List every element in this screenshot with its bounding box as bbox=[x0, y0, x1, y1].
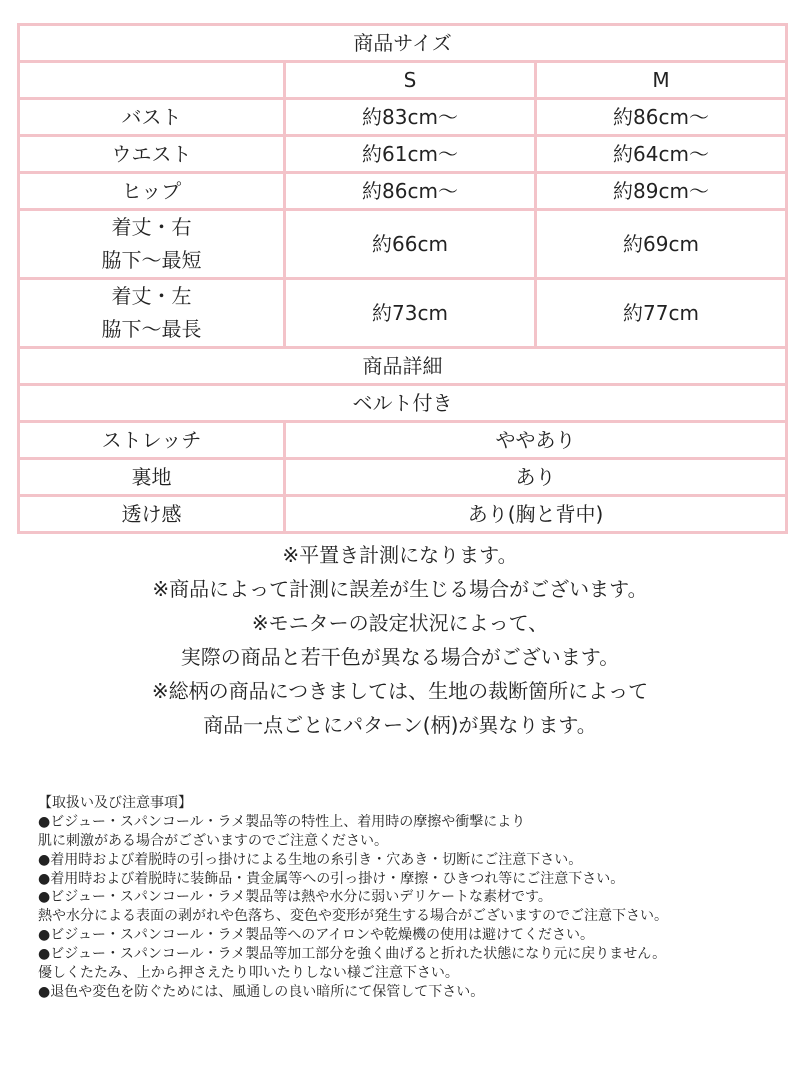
detail-value-stretch: ややあり bbox=[285, 422, 787, 459]
details-note: ベルト付き bbox=[19, 385, 787, 422]
column-header-m: M bbox=[536, 62, 787, 99]
size-table-title: 商品サイズ bbox=[19, 25, 787, 62]
note-line: 商品一点ごとにパターン(柄)が異なります。 bbox=[203, 713, 597, 737]
care-line: 肌に刺激がある場合がございますのでご注意ください。 bbox=[38, 832, 388, 849]
note-line: ※平置き計測になります。 bbox=[282, 543, 518, 567]
cell-waist-s: 約61cm〜 bbox=[285, 136, 536, 173]
row-label-line: 着丈・右 bbox=[111, 215, 192, 239]
measurement-notes bbox=[0, 538, 800, 742]
table-row bbox=[19, 173, 787, 210]
cell-length-left-s: 約73cm bbox=[285, 279, 536, 348]
row-label-length-left bbox=[19, 279, 285, 348]
row-label-line: 着丈・左 bbox=[111, 284, 192, 308]
details-title: 商品詳細 bbox=[19, 348, 787, 385]
table-row bbox=[19, 496, 787, 533]
care-line: 優しくたたみ、上から押さえたり叩いたりしない様ご注意下さい。 bbox=[38, 965, 459, 982]
column-header-label bbox=[19, 62, 285, 99]
detail-label-stretch: ストレッチ bbox=[19, 422, 285, 459]
detail-label-lining: 裏地 bbox=[19, 459, 285, 496]
row-label-bust: バスト bbox=[19, 99, 285, 136]
table-row bbox=[19, 348, 787, 385]
cell-length-right-m: 約69cm bbox=[536, 210, 787, 279]
cell-bust-m: 約86cm〜 bbox=[536, 99, 787, 136]
care-line: 熱や水分による表面の剥がれや色落ち、変色や変形が発生する場合がございますのでご注意下さい。 bbox=[38, 908, 668, 925]
row-label-hip: ヒップ bbox=[19, 173, 285, 210]
table-row bbox=[19, 62, 787, 99]
table-row bbox=[19, 279, 787, 348]
row-label-line: 脇下〜最長 bbox=[101, 317, 202, 341]
cell-bust-s: 約83cm〜 bbox=[285, 99, 536, 136]
row-label-line: 脇下〜最短 bbox=[101, 248, 202, 272]
cell-hip-s: 約86cm〜 bbox=[285, 173, 536, 210]
cell-length-right-s: 約66cm bbox=[285, 210, 536, 279]
note-line: 実際の商品と若干色が異なる場合がございます。 bbox=[180, 645, 620, 669]
care-line: ●着用時および着脱時に装飾品・貴金属等への引っ掛け・摩擦・ひきつれ等にご注意下さい。 bbox=[38, 870, 625, 887]
table-row bbox=[19, 25, 787, 62]
table-row bbox=[19, 136, 787, 173]
note-line: ※商品によって計測に誤差が生じる場合がございます。 bbox=[152, 577, 648, 601]
row-label-length-right bbox=[19, 210, 285, 279]
table-row bbox=[19, 422, 787, 459]
care-line: ●ビジュー・スパンコール・ラメ製品等は熱や水分に弱いデリケートな素材です。 bbox=[38, 889, 552, 906]
care-heading: 【取扱い及び注意事項】 bbox=[38, 795, 192, 811]
care-line: ●ビジュー・スパンコール・ラメ製品等へのアイロンや乾燥機の使用は避けてください。 bbox=[38, 927, 594, 944]
note-line: ※モニターの設定状況によって、 bbox=[251, 611, 549, 635]
table-row bbox=[19, 385, 787, 422]
care-line: ●着用時および着脱時の引っ掛けによる生地の糸引き・穴あき・切断にご注意下さい。 bbox=[38, 851, 583, 868]
table-row bbox=[19, 99, 787, 136]
care-line: ●ビジュー・スパンコール・ラメ製品等の特性上、着用時の摩擦や衝撃により bbox=[38, 813, 526, 830]
detail-label-sheerness: 透け感 bbox=[19, 496, 285, 533]
care-line: ●退色や変色を防ぐためには、風通しの良い暗所にて保管して下さい。 bbox=[38, 983, 485, 1000]
cell-waist-m: 約64cm〜 bbox=[536, 136, 787, 173]
detail-value-lining: あり bbox=[285, 459, 787, 496]
row-label-waist: ウエスト bbox=[19, 136, 285, 173]
cell-hip-m: 約89cm〜 bbox=[536, 173, 787, 210]
note-line: ※総柄の商品につきましては、生地の裁断箇所によって bbox=[151, 679, 649, 703]
care-instructions bbox=[38, 794, 788, 1002]
cell-length-left-m: 約77cm bbox=[536, 279, 787, 348]
care-line: ●ビジュー・スパンコール・ラメ製品等加工部分を強く曲げると折れた状態になり元に戻りません。 bbox=[38, 946, 667, 963]
table-row bbox=[19, 459, 787, 496]
detail-value-sheerness: あり(胸と背中) bbox=[285, 496, 787, 533]
column-header-s: S bbox=[285, 62, 536, 99]
table-row bbox=[19, 210, 787, 279]
size-table bbox=[17, 23, 788, 534]
